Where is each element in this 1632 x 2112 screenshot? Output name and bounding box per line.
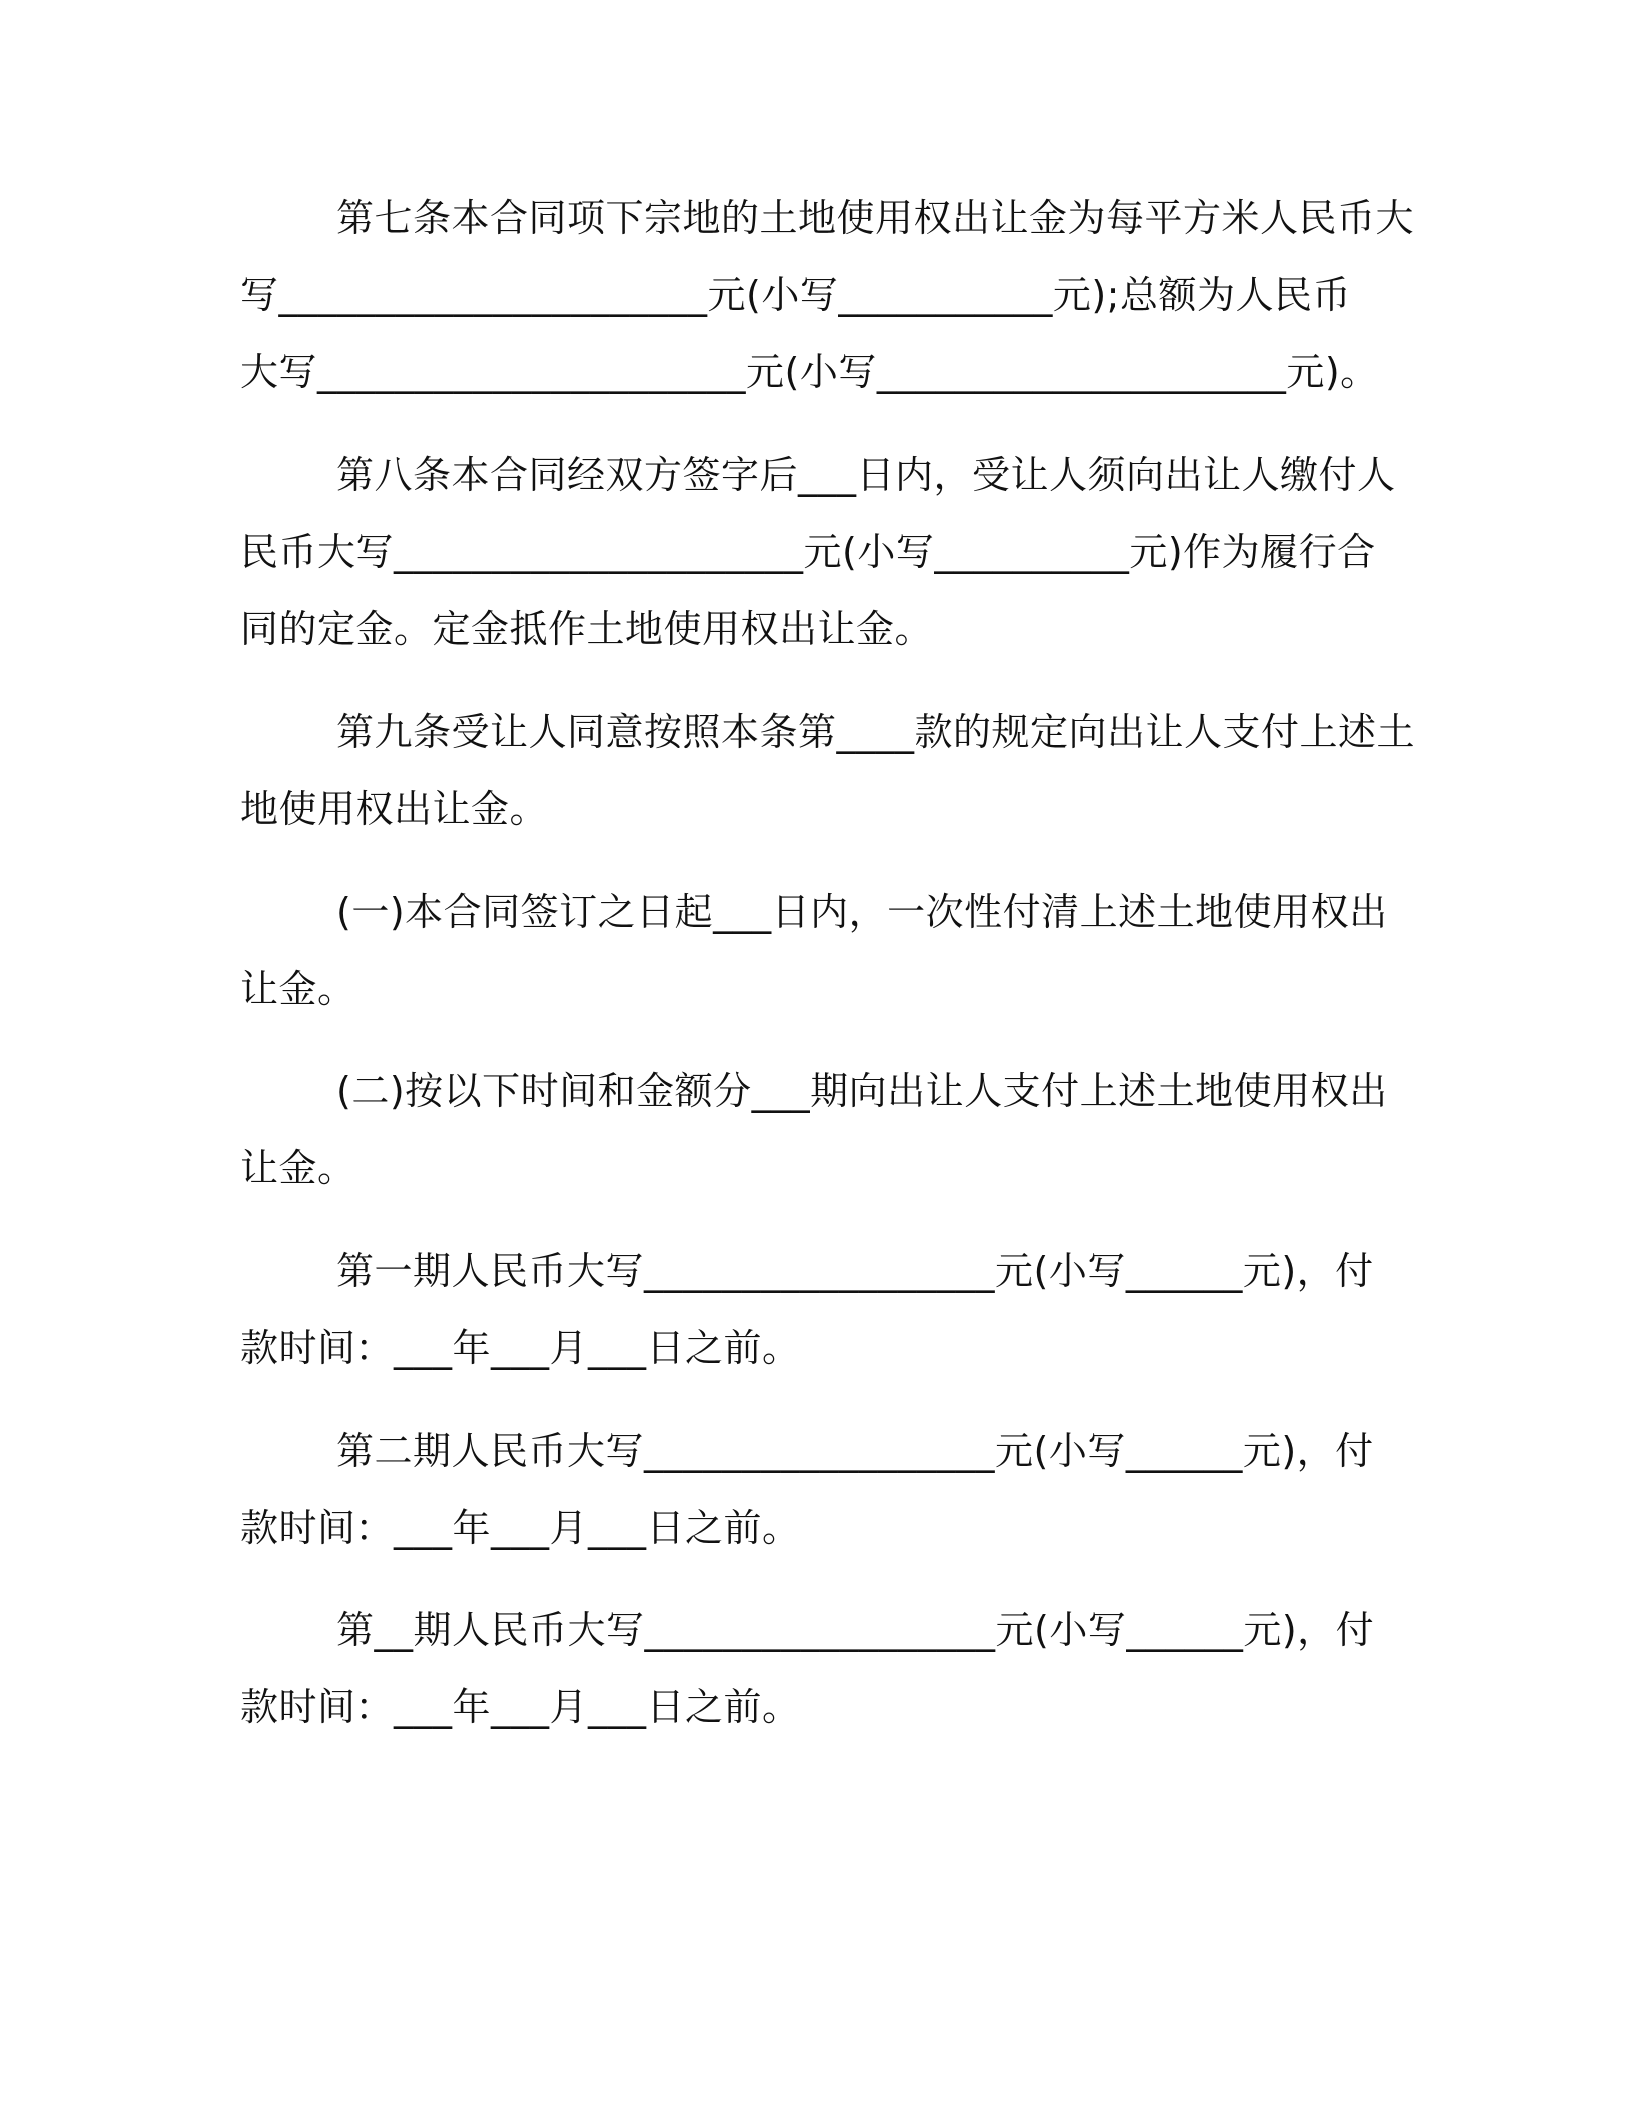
article-7-line-2: 写______________________元(小写___________元);总额为人民币 xyxy=(240,273,1351,317)
clause-2-line-1: (二)按以下时间和金额分___期向出让人支付上述土地使用权出 xyxy=(336,1069,1388,1113)
clause-1-paragraph xyxy=(240,874,1388,1028)
article-9-paragraph xyxy=(240,694,1416,848)
article-8-line-2: 民币大写_____________________元(小写__________元)作为履行合 xyxy=(240,530,1376,574)
installment-1-paragraph xyxy=(240,1233,1380,1387)
article-7-paragraph xyxy=(240,180,1415,411)
installment-2-line-1: 第二期人民币大写__________________元(小写______元)，付 xyxy=(336,1429,1374,1473)
installment-2-line-2: 款时间：___年___月___日之前。 xyxy=(240,1506,801,1550)
installment-n-paragraph xyxy=(240,1592,1380,1746)
article-7-line-3: 大写______________________元(小写_____________________元)。 xyxy=(240,350,1379,394)
clause-1-line-1: (一)本合同签订之日起___日内，一次性付清上述土地使用权出 xyxy=(336,890,1388,934)
installment-2-paragraph xyxy=(240,1413,1380,1567)
article-8-line-3: 同的定金。定金抵作土地使用权出让金。 xyxy=(240,607,934,651)
clause-2-paragraph xyxy=(240,1053,1388,1207)
article-8-paragraph xyxy=(240,437,1396,668)
installment-1-line-2: 款时间：___年___月___日之前。 xyxy=(240,1326,801,1370)
article-8-line-1: 第八条本合同经双方签字后___日内，受让人须向出让人缴付人 xyxy=(336,453,1396,497)
clause-2-line-2: 让金。 xyxy=(240,1146,356,1190)
installment-n-line-1: 第__期人民币大写__________________元(小写______元)，付 xyxy=(336,1608,1375,1652)
installment-n-line-2: 款时间：___年___月___日之前。 xyxy=(240,1685,801,1729)
installment-1-line-1: 第一期人民币大写__________________元(小写______元)，付 xyxy=(336,1249,1374,1293)
article-9-line-1: 第九条受让人同意按照本条第____款的规定向出让人支付上述土 xyxy=(336,710,1416,754)
article-9-line-2: 地使用权出让金。 xyxy=(240,787,549,831)
clause-1-line-2: 让金。 xyxy=(240,967,356,1011)
article-7-line-1: 第七条本合同项下宗地的土地使用权出让金为每平方米人民币大 xyxy=(336,196,1415,240)
